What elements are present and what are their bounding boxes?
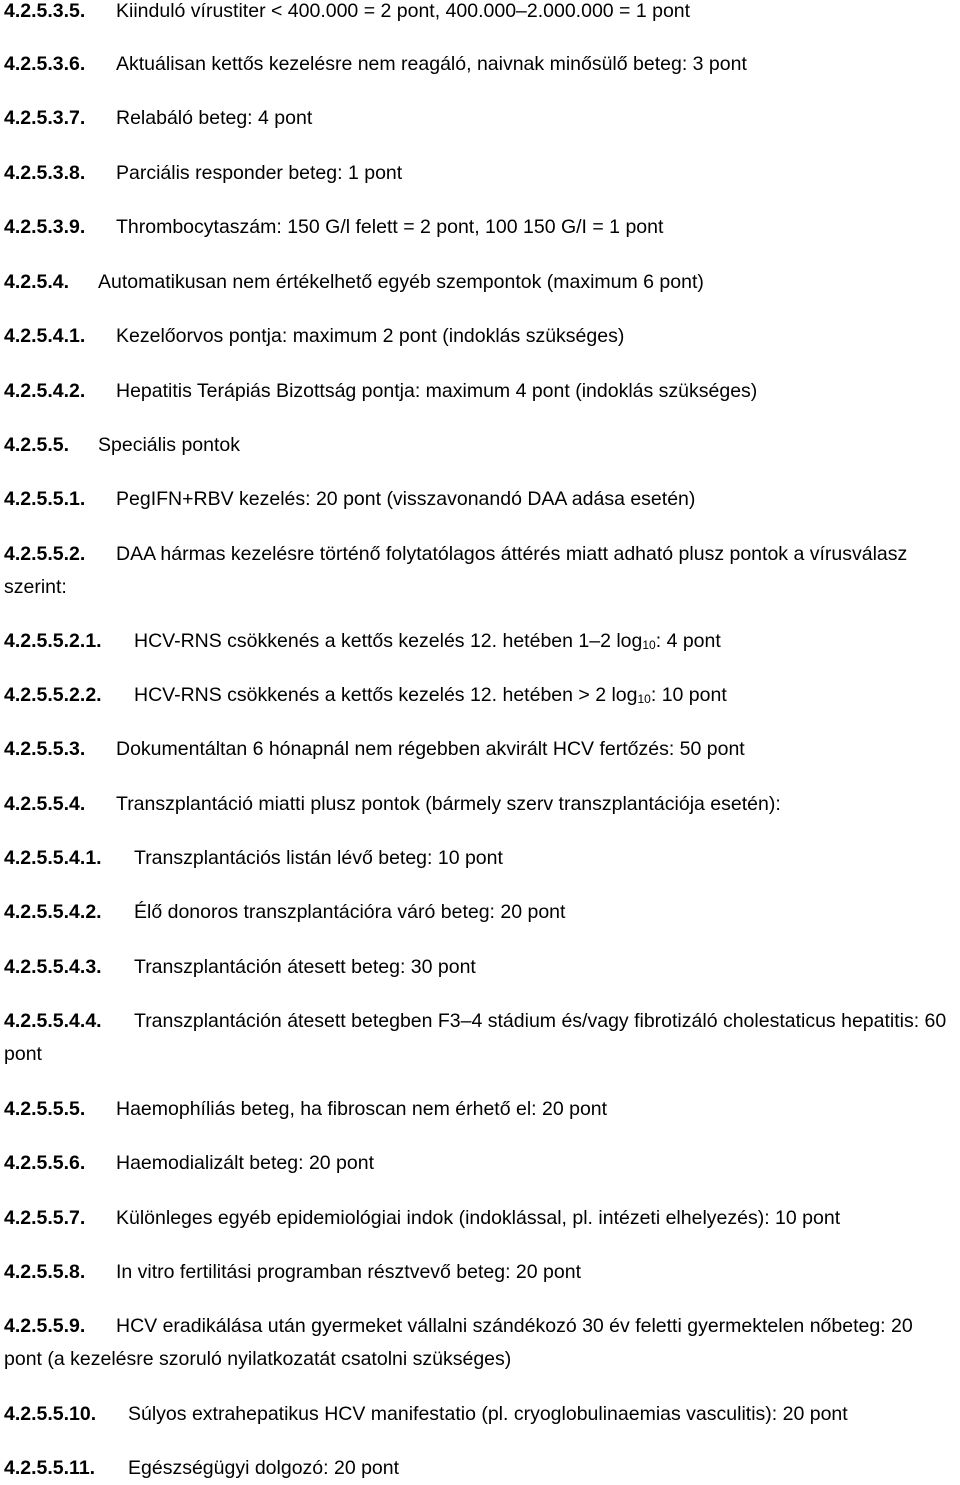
item-number: 4.2.5.5.4.1. xyxy=(4,847,102,869)
item-number: 4.2.5.4.1. xyxy=(4,325,86,347)
item-text: Aktuálisan kettős kezelésre nem reagáló, naivnak minősülő beteg: 3 pont xyxy=(116,53,747,75)
list-item xyxy=(4,842,956,875)
item-number: 4.2.5.3.5. xyxy=(4,0,86,22)
item-text: PegIFN+RBV kezelés: 20 pont (visszavonandó DAA adása esetén) xyxy=(116,488,696,510)
item-number: 4.2.5.5.10. xyxy=(4,1403,97,1425)
item-number: 4.2.5.3.6. xyxy=(4,53,86,75)
list-item xyxy=(4,896,956,929)
item-number: 4.2.5.4. xyxy=(4,271,70,293)
item-number: 4.2.5.5.2. xyxy=(4,543,86,565)
item-text: Kiinduló vírustiter < 400.000 = 2 pont, 400.000–2.000.000 = 1 pont xyxy=(116,0,691,22)
list-item xyxy=(4,375,956,408)
item-number: 4.2.5.5.2.1. xyxy=(4,630,102,652)
list-item xyxy=(4,0,956,28)
item-number: 4.2.5.5.5. xyxy=(4,1098,86,1120)
item-text: HCV-RNS csökkenés a kettős kezelés 12. hetében 1–2 $\log_{10}$: 4 pont xyxy=(134,630,721,652)
item-number: 4.2.5.5.2.2. xyxy=(4,684,102,706)
item-text: HCV eradikálása után gyermeket vállalni szándékozó 30 év feletti gyermektelen nőbeteg: 20 pont (a kezelésre szoruló nyilatkozatát csatolni szükséges) xyxy=(4,1315,913,1370)
list-item xyxy=(4,1202,956,1235)
item-text: Élő donoros transzplantációra váró beteg: 20 pont xyxy=(134,901,566,923)
list-item xyxy=(4,1093,956,1126)
list-item xyxy=(4,157,956,190)
item-number: 4.2.5.3.8. xyxy=(4,162,86,184)
item-text: Haemodializált beteg: 20 pont xyxy=(116,1152,375,1174)
list-item xyxy=(4,266,956,299)
list-item xyxy=(4,679,956,712)
item-number: 4.2.5.5.8. xyxy=(4,1261,86,1283)
item-number: 4.2.5.4.2. xyxy=(4,380,86,402)
item-text: Különleges egyéb epidemiológiai indok (indoklással, pl. intézeti elhelyezés): 10 pont xyxy=(116,1207,841,1229)
list-item xyxy=(4,733,956,766)
list-item xyxy=(4,1398,956,1431)
list-item xyxy=(4,1005,956,1071)
item-number: 4.2.5.5.7. xyxy=(4,1207,86,1229)
item-text: Egészségügyi dolgozó: 20 pont xyxy=(128,1457,400,1479)
list-item xyxy=(4,1147,956,1180)
item-number: 4.2.5.5.4. xyxy=(4,793,86,815)
list-item xyxy=(4,625,956,658)
item-number: 4.2.5.5.1. xyxy=(4,488,86,510)
list-item xyxy=(4,320,956,353)
item-text: In vitro fertilitási programban résztvevő beteg: 20 pont xyxy=(116,1261,581,1283)
list-item xyxy=(4,951,956,984)
item-text: Súlyos extrahepatikus HCV manifestatio (pl. cryoglobulinaemias vasculitis): 20 pont xyxy=(128,1403,848,1425)
item-number: 4.2.5.5.4.2. xyxy=(4,901,102,923)
item-number: 4.2.5.3.9. xyxy=(4,216,86,238)
item-number: 4.2.5.3.7. xyxy=(4,107,86,129)
list-item xyxy=(4,1310,956,1376)
item-text: Speciális pontok xyxy=(98,434,241,456)
item-text: Hepatitis Terápiás Bizottság pontja: maximum 4 pont (indoklás szükséges) xyxy=(116,380,758,402)
list-item xyxy=(4,102,956,135)
item-number: 4.2.5.5.3. xyxy=(4,738,86,760)
item-number: 4.2.5.5.6. xyxy=(4,1152,86,1174)
item-number: 4.2.5.5.9. xyxy=(4,1315,86,1337)
item-text: Relabáló beteg: 4 pont xyxy=(116,107,313,129)
item-number: 4.2.5.5.4.4. xyxy=(4,1010,102,1032)
item-text: Haemophíliás beteg, ha fibroscan nem érhető el: 20 pont xyxy=(116,1098,608,1120)
item-text: Transzplantáción átesett beteg: 30 pont xyxy=(134,956,476,978)
item-text: Transzplantáció miatti plusz pontok (bármely szerv transzplantációja esetén): xyxy=(116,793,781,815)
item-number: 4.2.5.5.11. xyxy=(4,1457,96,1479)
item-text: Parciális responder beteg: 1 pont xyxy=(116,162,403,184)
item-number: 4.2.5.5.4.3. xyxy=(4,956,102,978)
item-text: Thrombocytaszám: 150 G/l felett = 2 pont, 100 150 G/I = 1 pont xyxy=(116,216,664,238)
list-item xyxy=(4,788,956,821)
item-text: DAA hármas kezelésre történő folytatólagos áttérés miatt adható plusz pontok a vírusválasz szerint: xyxy=(4,543,908,598)
list-item xyxy=(4,1452,956,1485)
item-text: Kezelőorvos pontja: maximum 2 pont (indoklás szükséges) xyxy=(116,325,625,347)
item-text: Dokumentáltan 6 hónapnál nem régebben akvirált HCV fertőzés: 50 pont xyxy=(116,738,745,760)
list-item xyxy=(4,429,956,462)
item-text: Transzplantáción átesett betegben F3–4 stádium és/vagy fibrotizáló cholestaticus hepatitis: 60 pont xyxy=(4,1010,947,1065)
list-item xyxy=(4,1256,956,1289)
item-text: HCV-RNS csökkenés a kettős kezelés 12. hetében > 2 $\log_{10}$: 10 pont xyxy=(134,684,727,706)
list-item xyxy=(4,48,956,81)
item-text: Transzplantációs listán lévő beteg: 10 pont xyxy=(134,847,503,869)
list-item xyxy=(4,211,956,244)
item-text: Automatikusan nem értékelhető egyéb szempontok (maximum 6 pont) xyxy=(98,271,704,293)
list-item xyxy=(4,538,956,604)
item-number: 4.2.5.5. xyxy=(4,434,70,456)
list-item xyxy=(4,483,956,516)
